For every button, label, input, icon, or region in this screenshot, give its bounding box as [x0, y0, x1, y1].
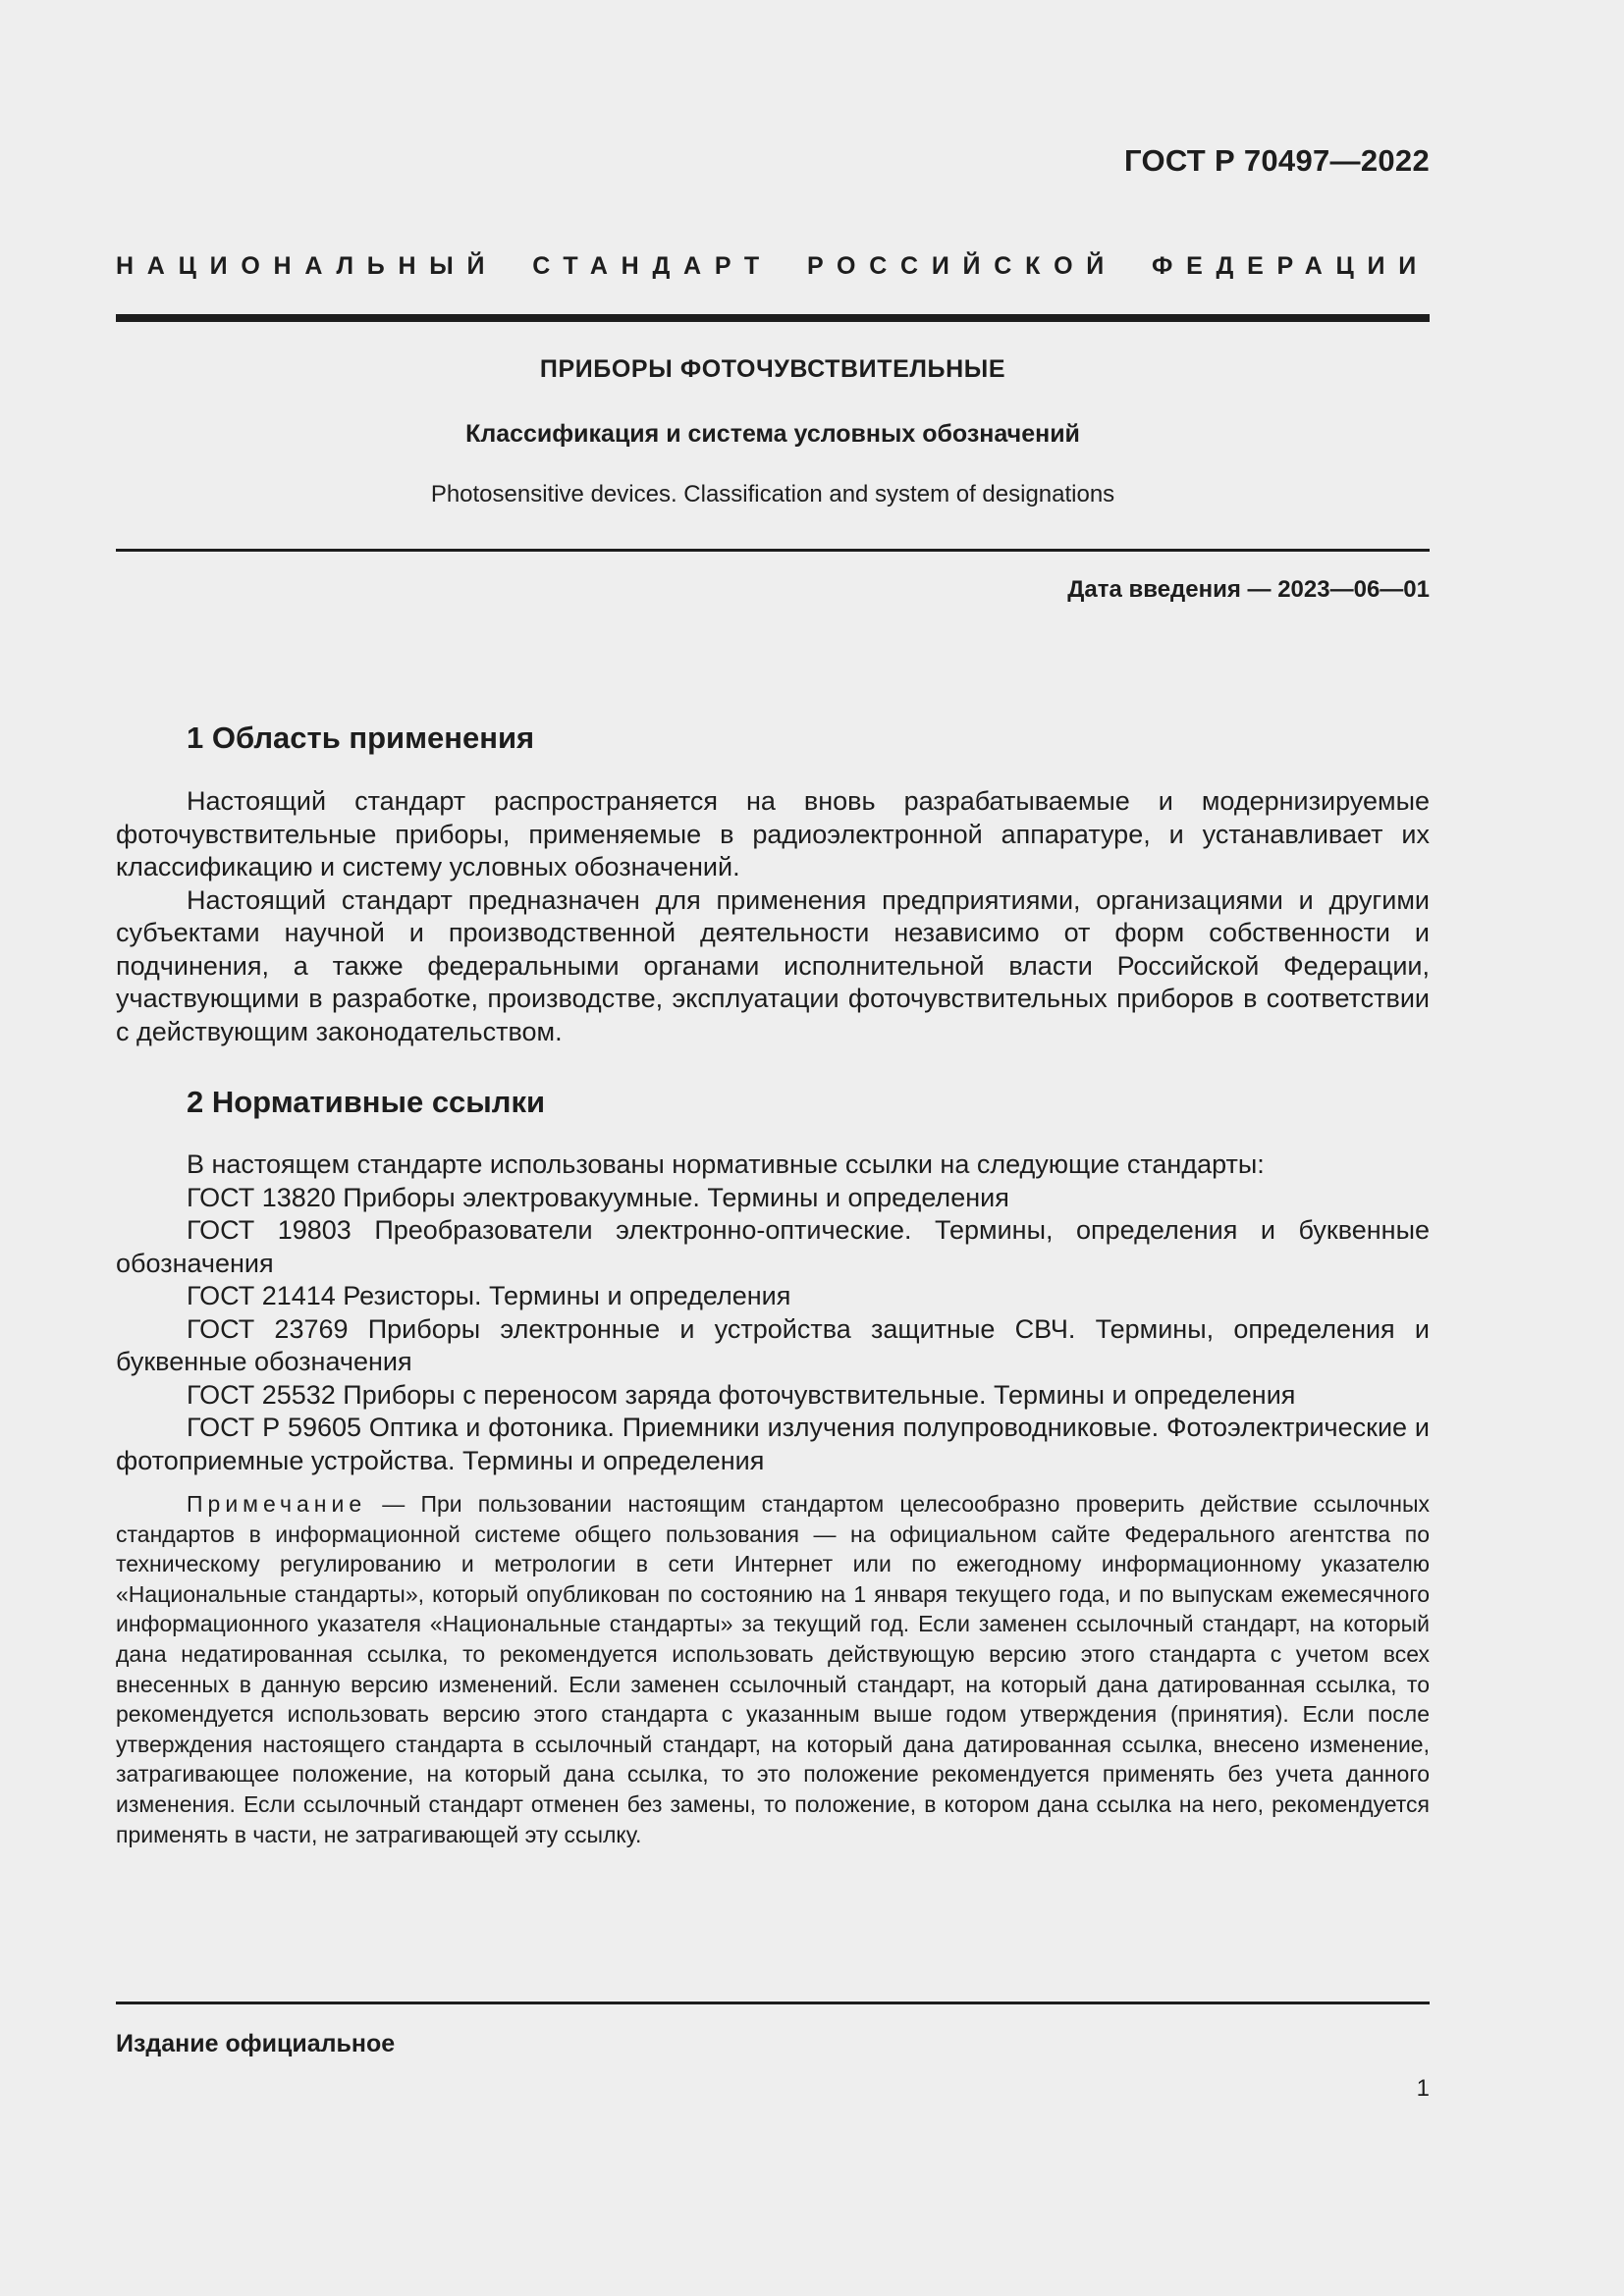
reference-item: ГОСТ 21414 Резисторы. Термины и определения	[187, 1281, 791, 1310]
reference-item: ГОСТ 23769 Приборы электронные и устройства защитные СВЧ. Термины, определения и буквенные обозначения	[116, 1313, 1430, 1376]
standard-title: ПРИБОРЫ ФОТОЧУВСТВИТЕЛЬНЫЕ	[539, 355, 1006, 383]
section-1-body	[116, 785, 1430, 1048]
banner-word: РОССИЙСКОЙ	[806, 252, 1118, 280]
banner-word: ФЕДЕРАЦИИ	[1152, 252, 1430, 280]
page-number: 1	[1416, 2075, 1430, 2102]
paragraph: В настоящем стандарте использованы нормативные ссылки на следующие стандарты:	[187, 1149, 1265, 1179]
note-text: — При пользовании настоящим стандартом целесообразно проверить действие ссылочных стандартов в информационной системе общего пользования — на официальном сайте Федерального агентства по техническому регулированию и метрологии в сети Интернет или по ежегодному информационному указателю «Национальные стандарты», который опубликован по состоянию на 1 января текущего года, и по выпускам ежемесячного информационного указателя «Национальные стандарты» за текущий год. Если заменен ссылочный стандарт, на который дана недатированная ссылка, то рекомендуется использовать действующую версию этого стандарта с учетом всех внесенных в данную версию изменений. Если заменен ссылочный стандарт, на который дана датированная ссылка, то рекомендуется использовать версию этого стандарта с указанным выше годом утверждения (принятия). Если после утверждения настоящего стандарта в ссылочный стандарт, на который дана датированная ссылка, внесено изменение, затрагивающее положение, на который дана ссылка, то это положение рекомендуется применять без учета данного изменения. Если ссылочный стандарт отменен без замены, то положение, в котором дана ссылка на него, рекомендуется применять в части, не затрагивающей эту ссылку.	[116, 1491, 1430, 1847]
paragraph: Настоящий стандарт распространяется на вновь разрабатываемые и модернизируемые фоточувствительные приборы, применяемые в радиоэлектронной аппаратуре, и устанавливает их классификацию и систему условных обозначений.	[116, 786, 1430, 881]
title-divider	[116, 549, 1430, 552]
national-standard-banner	[116, 252, 1430, 281]
document-number: ГОСТ Р 70497—2022	[1124, 143, 1430, 178]
section-2-heading: 2 Нормативные ссылки	[187, 1085, 546, 1119]
banner-word: СТАНДАРТ	[532, 252, 773, 280]
paragraph: Настоящий стандарт предназначен для применения предприятиями, организациями и другими субъектами научной и производственной деятельности независимо от форм собственности и подчинения, а также федеральными органами исполнительной власти Российской Федерации, участвующими в разработке, производстве, эксплуатации фоточувствительных приборов в соответствии с действующим законодательством.	[116, 884, 1430, 1046]
note	[116, 1489, 1430, 1849]
document-page	[116, 0, 1430, 2296]
introduction-date: Дата введения — 2023—06—01	[1067, 576, 1430, 603]
reference-item: ГОСТ 25532 Приборы с переносом заряда фоточувствительные. Термины и определения	[187, 1379, 1296, 1410]
edition-label: Издание официальное	[116, 2030, 396, 2057]
standard-subtitle: Классификация и система условных обозначений	[465, 420, 1080, 448]
reference-item: ГОСТ Р 59605 Оптика и фотоника. Приемники излучения полупроводниковые. Фотоэлектрические и фотоприемные устройства. Термины и определения	[116, 1413, 1430, 1475]
note-paragraph	[116, 1489, 1430, 1849]
note-label: Примечание	[187, 1491, 367, 1517]
footer-divider	[116, 2002, 1430, 2004]
section-2-body	[116, 1148, 1430, 1477]
section-1-heading: 1 Область применения	[187, 721, 535, 755]
reference-item: ГОСТ 13820 Приборы электровакуумные. Термины и определения	[187, 1182, 1009, 1212]
banner-word: НАЦИОНАЛЬНЫЙ	[116, 252, 499, 280]
header-divider	[116, 314, 1430, 322]
reference-item: ГОСТ 19803 Преобразователи электронно-оптические. Термины, определения и буквенные обозначения	[116, 1215, 1430, 1278]
english-title: Photosensitive devices. Classification and system of designations	[430, 481, 1115, 507]
